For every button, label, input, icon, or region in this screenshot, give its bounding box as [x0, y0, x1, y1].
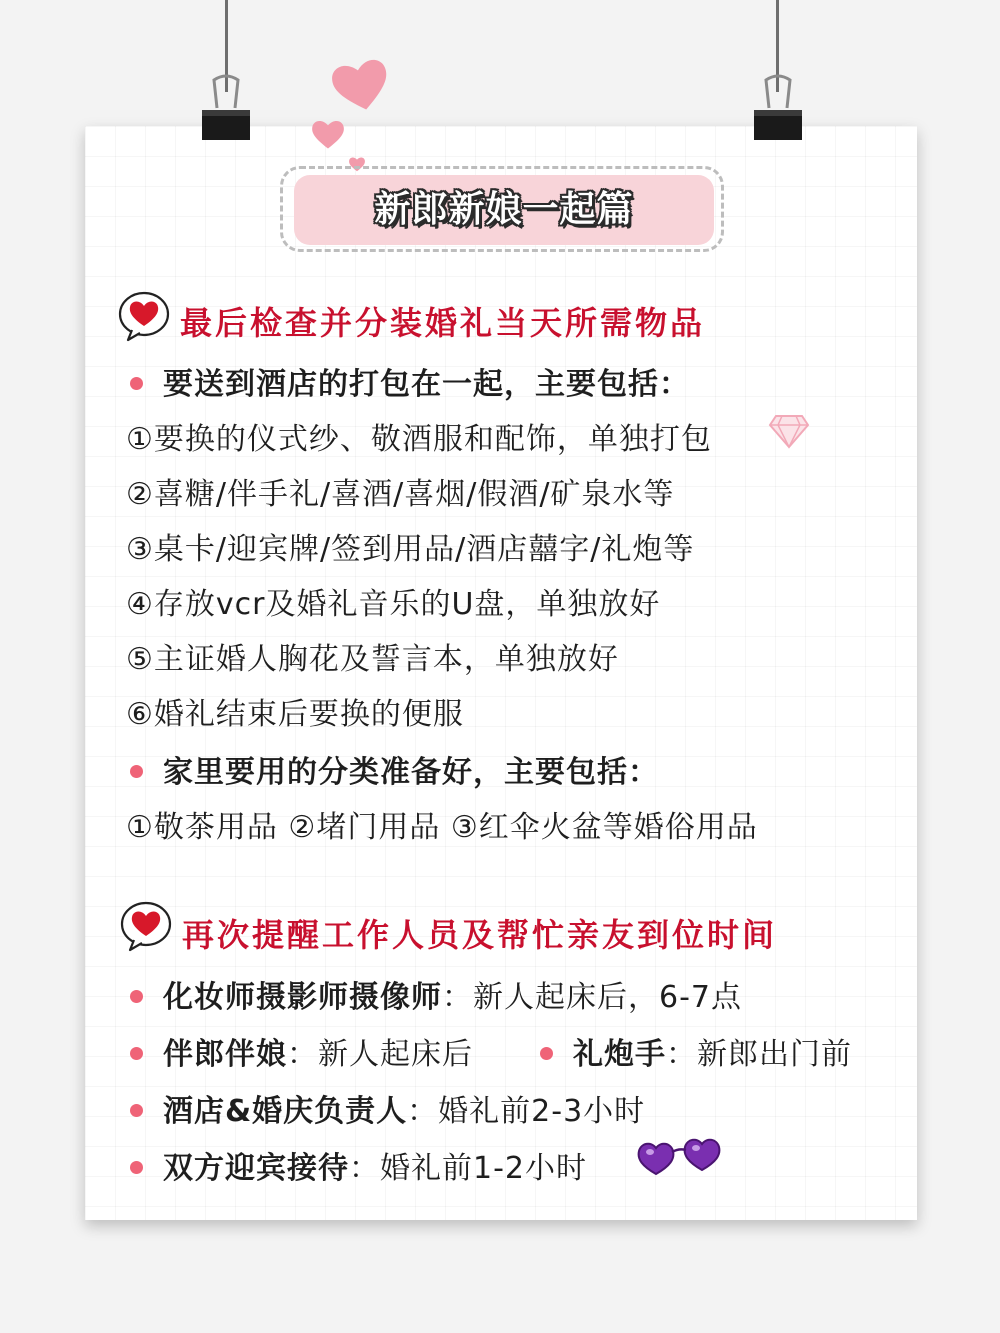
list-item: ②喜糖/伴手礼/喜酒/喜烟/假酒/矿泉水等: [126, 477, 675, 512]
role-time: ：婚礼前1-2小时: [349, 1151, 587, 1186]
pink-heart-icon: [310, 118, 346, 150]
section-heading-1: 最后检查并分装婚礼当天所需物品: [180, 304, 706, 342]
bullet-dot: [130, 765, 143, 778]
role-time: ：新人起床后: [287, 1037, 473, 1072]
list-item: [128, 1143, 587, 1187]
role-label: 礼炮手: [573, 1037, 666, 1072]
list-item: [128, 359, 690, 403]
list-item: ①敬茶用品 ②堵门用品 ③红伞火盆等婚俗用品: [126, 810, 758, 845]
list-item: [128, 1086, 645, 1130]
role-time: ：婚礼前2-3小时: [407, 1094, 646, 1129]
bullet-dot: [130, 990, 143, 1003]
list-item: ⑤主证婚人胸花及誓言本，单独放好: [126, 642, 619, 677]
diamond-icon: [768, 412, 810, 450]
binder-clip-icon: [200, 74, 252, 144]
role-label: 双方迎宾接待: [163, 1151, 349, 1186]
list-item: [538, 1029, 852, 1073]
list-item: ①要换的仪式纱、敬酒服和配饰，单独打包: [126, 422, 712, 457]
list-item: ⑥婚礼结束后要换的便服: [126, 697, 464, 732]
role-time: ：新人起床后，6-7点: [442, 980, 742, 1015]
pink-heart-icon: [330, 58, 392, 112]
bullet-dot: [130, 1104, 143, 1117]
bullet-dot: [130, 377, 143, 390]
list-item: ③桌卡/迎宾牌/签到用品/酒店囍字/礼炮等: [126, 532, 695, 567]
role-time: ：新郎出门前: [666, 1037, 852, 1072]
list-item: [128, 1029, 473, 1073]
heart-bubble-icon: [118, 290, 174, 342]
list-item: [128, 747, 659, 791]
binder-clip-icon: [752, 74, 804, 144]
bullet-text: 要送到酒店的打包在一起，主要包括：: [163, 367, 690, 402]
role-label: 酒店&婚庆负责人: [163, 1094, 408, 1129]
role-label: 伴郎伴娘: [163, 1037, 287, 1072]
list-item: [128, 972, 742, 1016]
list-item: ④存放vcr及婚礼音乐的U盘，单独放好: [126, 587, 661, 622]
heart-sunglasses-icon: [636, 1138, 724, 1178]
bullet-text: 家里要用的分类准备好，主要包括：: [163, 755, 659, 790]
section-heading-2: 再次提醒工作人员及帮忙亲友到位时间: [182, 916, 778, 954]
heart-bubble-icon: [120, 900, 176, 952]
bullet-dot: [540, 1047, 553, 1060]
page-title: 新郎新娘一起篇: [374, 189, 634, 230]
bullet-dot: [130, 1047, 143, 1060]
bullet-dot: [130, 1161, 143, 1174]
role-label: 化妆师摄影师摄像师: [163, 980, 442, 1015]
